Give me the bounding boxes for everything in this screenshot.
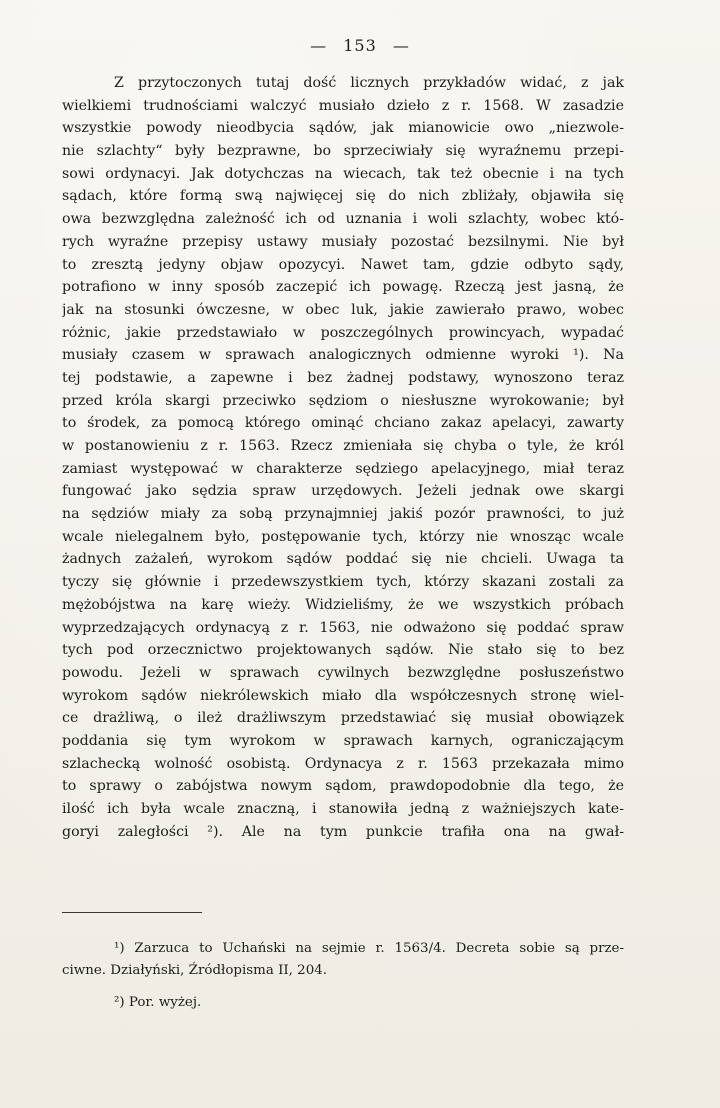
text-line: wielkiemi trudnościami walczyć musiało dzieło z r. 1568. W zasadzie	[62, 97, 624, 114]
text-line: na sędziów miały za sobą przynajmniej jakiś pozór prawności, to już	[62, 506, 624, 523]
text-line: goryi zaległości ²). Ale na tym punkcie trafiła ona na gwał-	[62, 823, 624, 840]
text-line: wszystkie powody nieodbycia sądów, jak mianowicie owo „niezwole-	[62, 120, 624, 137]
text-line: szlachecką wolność osobistą. Ordynacya z r. 1563 przekazała mimo	[62, 755, 624, 772]
footnotes	[62, 938, 624, 1014]
text-line: wcale nielegalnem było, postępowanie tych, którzy nie wnosząc wcale	[62, 528, 624, 545]
page-number: 153	[343, 36, 377, 55]
text-line: zamiast występować w charakterze sędziego apelacyjnego, miał teraz	[62, 460, 624, 477]
text-line: w postanowieniu z r. 1563. Rzecz zmieniała się chyba o tyle, że król	[62, 438, 624, 454]
text-line: rych wyraźne przepisy ustawy musiały pozostać bezsilnymi. Nie był	[62, 233, 624, 250]
footnote-1-line-2: ciwne. Działyński, Źródłopisma II, 204.	[62, 963, 327, 978]
text-line: tyczy się głównie i przedewszystkiem tych, którzy skazani zostali za	[62, 574, 624, 591]
text-line: różnic, jakie przedstawiało w poszczególnych prowincyach, wypadać	[62, 324, 624, 341]
text-line: to zresztą jedyny objaw opozycyi. Nawet tam, gdzie odbyto sądy,	[62, 256, 624, 273]
text-line: Z przytoczonych tutaj dość licznych przykładów widać, z jak	[114, 75, 624, 91]
page-header	[0, 36, 720, 55]
footnote-1-line-1: ¹) Zarzuca to Uchański na sejmie r. 1563/4. Decreta sobie są prze-	[114, 941, 624, 956]
text-line: potrafiono w inny sposób zaczepić ich powagę. Rzeczą jest jasną, że	[62, 279, 624, 296]
text-line: sądach, które formą swą najwięcej się do nich zbliżały, objawiła się	[62, 188, 624, 205]
text-line: wyrokom sądów niekrólewskich miało dla współczesnych stronę wiel-	[62, 687, 624, 704]
text-line: fungować jako sędzia spraw urzędowych. Jeżeli jednak owe skargi	[62, 483, 624, 500]
text-line: powodu. Jeżeli w sprawach cywilnych bezwzględne posłuszeństwo	[62, 664, 624, 681]
footnote-2: ²) Por. wyżej.	[114, 995, 202, 1010]
body-text	[62, 72, 624, 843]
text-line: musiały czasem w sprawach analogicznych odmienne wyroki ¹). Na	[62, 347, 624, 364]
header-right-dash: —	[392, 36, 410, 55]
header-left-dash: —	[310, 36, 328, 55]
text-line: mężobójstwa na karę wieży. Widzieliśmy, że we wszystkich próbach	[62, 596, 624, 613]
text-line: tych pod orzecznictwo projektowanych sądów. Nie stało się to bez	[62, 642, 624, 659]
text-line: żadnych zażaleń, wyrokom sądów poddać się nie chcieli. Uwaga ta	[62, 551, 624, 568]
text-line: nie szlachty“ były bezprawne, bo sprzeciwiały się wyraźnemu przepi-	[62, 143, 624, 160]
text-line: to środek, za pomocą którego ominąć chciano zakaz apelacyi, zawarty	[62, 415, 624, 432]
text-line: przed króla skargi przeciwko sędziom o niesłuszne wyrokowanie; był	[62, 392, 624, 409]
text-line: to sprawy o zabójstwa nowym sądom, prawdopodobnie dla tego, że	[62, 778, 624, 795]
text-line: ilość ich była wcale znaczną, i stanowiła jedną z ważniejszych kate-	[62, 801, 624, 817]
text-line: wyprzedzających ordynacyą z r. 1563, nie odważono się poddać spraw	[62, 619, 624, 636]
text-line: ce drażliwą, o ileż drażliwszym przedstawiać się musiał obowiązek	[62, 710, 624, 727]
footnote-rule	[62, 912, 202, 913]
text-line: owa bezwzględna zależność ich od uznania i woli szlachty, wobec któ-	[62, 211, 624, 228]
text-line: tej podstawie, a zapewne i bez żadnej podstawy, wynoszono teraz	[62, 369, 624, 386]
text-line: sowi ordynacyi. Jak dotychczas na wiecach, tak też obecnie i na tych	[62, 165, 624, 182]
text-line: jak na stosunki ówczesne, w obec luk, jakie zawierało prawo, wobec	[62, 301, 624, 318]
text-line: poddania się tym wyrokom w sprawach karnych, ograniczającym	[62, 732, 624, 749]
